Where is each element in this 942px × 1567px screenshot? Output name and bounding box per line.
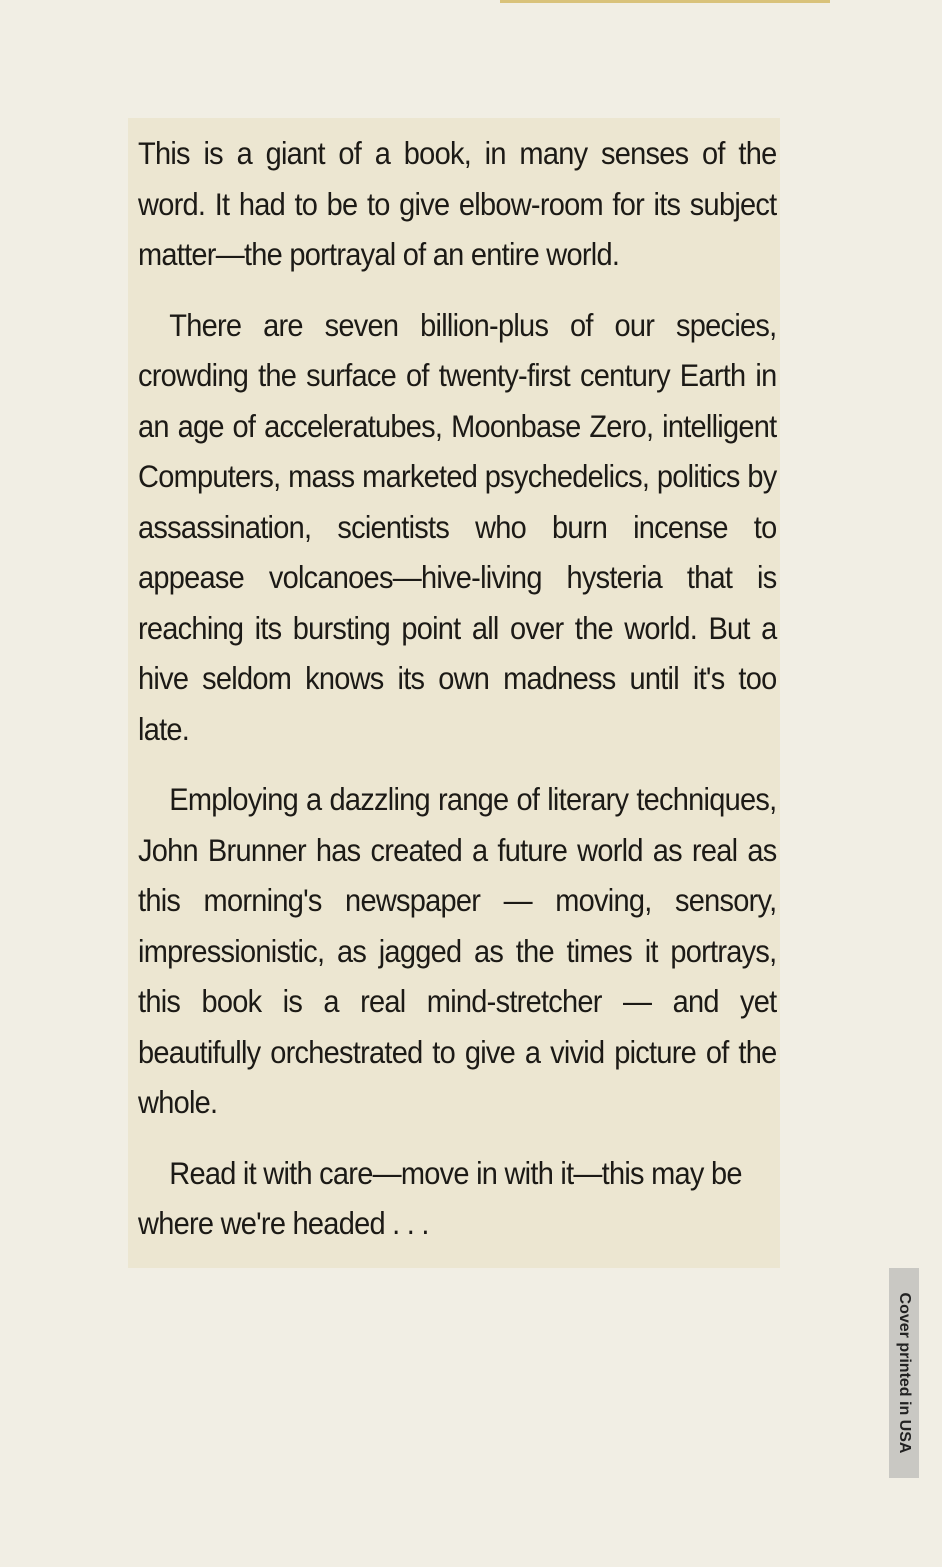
printer-note-text: Cover printed in USA [896, 1292, 913, 1454]
printer-note-label [889, 1268, 919, 1478]
blurb-paragraph-4: Read it with care—move in with it—this may be where we're headed . . . [138, 1154, 742, 1241]
blurb-text [138, 128, 776, 1269]
blurb-paragraph-2: There are seven billion-plus of our species, crowding the surface of twenty-first century Earth in an age of acceleratubes, Moonbase Zero, intelligent Computers, mass marketed psychedelics, politics by assassination, scientists who burn incense to appease volcanoes—hive-living hysteria that is reaching its bursting point all over the world. But a hive seldom knows its own madness until it's too late. [138, 306, 777, 747]
blurb-paragraph-3: Employing a dazzling range of literary techniques, John Brunner has created a future world as real as this morning's newspaper — moving, sensory, impressionistic, as jagged as the times it portrays, this book is a real mind-stretcher — and yet beautifully orchestrated to give a vivid picture of the whole. [138, 781, 777, 1120]
top-color-strip [500, 0, 830, 3]
blurb-paragraph-1: This is a giant of a book, in many senses of the word. It had to be to give elbow-room for its subject matter—the portrayal of an entire world. [138, 135, 777, 272]
